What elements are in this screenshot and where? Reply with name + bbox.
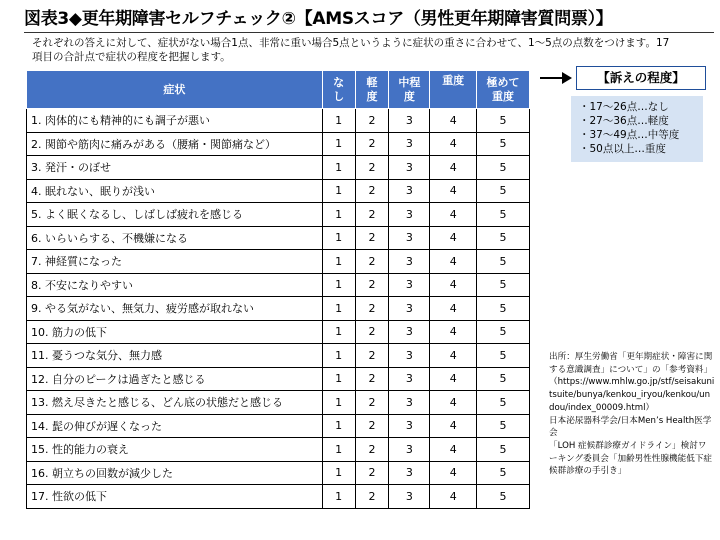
header-none (322, 71, 355, 109)
score-cell: 4 (430, 438, 477, 462)
severity-item: ・37〜49点…中等度 (579, 129, 680, 141)
symptom-cell: 13. 燃え尽きたと感じる、どん底の状態だと感じる (27, 391, 323, 415)
score-cell: 4 (430, 109, 477, 133)
source-note (549, 351, 715, 478)
symptom-cell: 11. 憂うつな気分、無力感 (27, 344, 323, 368)
symptom-cell: 14. 髭の伸びが遅くなった (27, 414, 323, 438)
symptom-cell: 4. 眠れない、眠りが浅い (27, 179, 323, 203)
score-cell: 5 (477, 203, 530, 227)
score-cell: 5 (477, 179, 530, 203)
score-cell: 4 (430, 297, 477, 321)
score-cell: 5 (477, 438, 530, 462)
score-cell: 2 (355, 414, 389, 438)
score-cell: 5 (477, 226, 530, 250)
severity-item: ・27〜36点…軽度 (579, 115, 669, 127)
score-cell: 1 (322, 320, 355, 344)
header-moderate (389, 71, 430, 109)
symptom-cell: 9. やる気がない、無気力、疲労感が取れない (27, 297, 323, 321)
score-cell: 1 (322, 438, 355, 462)
score-cell: 4 (430, 203, 477, 227)
table-row (27, 226, 530, 250)
score-cell: 3 (389, 132, 430, 156)
score-cell: 1 (322, 203, 355, 227)
symptom-cell: 12. 自分のピークは過ぎたと感じる (27, 367, 323, 391)
symptom-cell: 15. 性的能力の衰え (27, 438, 323, 462)
symptom-cell: 3. 発汗・のぼせ (27, 156, 323, 180)
score-cell: 5 (477, 391, 530, 415)
score-cell: 4 (430, 273, 477, 297)
table-row (27, 320, 530, 344)
table-row (27, 485, 530, 509)
score-cell: 4 (430, 344, 477, 368)
score-cell: 3 (389, 226, 430, 250)
right-arrow-icon (540, 68, 572, 88)
score-cell: 1 (322, 109, 355, 133)
table-row (27, 414, 530, 438)
header-moderate-label: 中程度 (398, 75, 421, 103)
table-row (27, 179, 530, 203)
score-cell: 2 (355, 226, 389, 250)
score-cell: 1 (322, 297, 355, 321)
score-cell: 3 (389, 461, 430, 485)
score-cell: 1 (322, 226, 355, 250)
score-cell: 2 (355, 485, 389, 509)
table-row (27, 367, 530, 391)
score-cell: 1 (322, 391, 355, 415)
symptom-cell: 7. 神経質になった (27, 250, 323, 274)
score-cell: 2 (355, 367, 389, 391)
score-cell: 2 (355, 438, 389, 462)
source-line: （https://www.mhlw.go.jp/stf/seisakunitsuite/bunya/kenkou_iryou/kenkou/undou/index_00009.html） (549, 377, 715, 413)
score-cell: 5 (477, 367, 530, 391)
score-cell: 5 (477, 156, 530, 180)
score-cell: 5 (477, 344, 530, 368)
table-row (27, 344, 530, 368)
score-cell: 3 (389, 203, 430, 227)
score-cell: 5 (477, 297, 530, 321)
score-cell: 5 (477, 109, 530, 133)
score-cell: 4 (430, 485, 477, 509)
symptom-cell: 1. 肉体的にも精神的にも調子が悪い (27, 109, 323, 133)
score-cell: 1 (322, 179, 355, 203)
intro-text: それぞれの答えに対して、症状がない場合1点、非常に重い場合5点というように症状の重さに合わせて、1〜5点の点数をつけます。17項目の合計点で症状の程度を把握します。 (32, 37, 670, 63)
score-cell: 1 (322, 344, 355, 368)
header-none-label: なし (333, 75, 345, 103)
table-header-row (27, 71, 530, 109)
header-very-severe-label: 極めて重度 (486, 75, 520, 103)
score-cell: 5 (477, 250, 530, 274)
score-cell: 1 (322, 461, 355, 485)
score-cell: 3 (389, 250, 430, 274)
table-row (27, 250, 530, 274)
source-line: 日本泌尿器科学会/日本Men’s Health医学会 (549, 415, 712, 439)
score-cell: 4 (430, 156, 477, 180)
score-cell: 1 (322, 156, 355, 180)
score-cell: 5 (477, 485, 530, 509)
table-row (27, 203, 530, 227)
score-cell: 4 (430, 461, 477, 485)
header-mild-label: 軽度 (366, 75, 378, 103)
table-row (27, 132, 530, 156)
score-cell: 4 (430, 414, 477, 438)
score-cell: 3 (389, 367, 430, 391)
table-row (27, 461, 530, 485)
severity-heading: 【訴えの程度】 (576, 66, 706, 90)
score-cell: 1 (322, 367, 355, 391)
table-row (27, 109, 530, 133)
score-cell: 4 (430, 132, 477, 156)
score-cell: 4 (430, 226, 477, 250)
header-severe: 重度 (430, 71, 477, 109)
score-cell: 5 (477, 320, 530, 344)
header-symptom: 症状 (27, 71, 323, 109)
score-cell: 3 (389, 109, 430, 133)
score-cell: 2 (355, 156, 389, 180)
severity-item: ・50点以上…重度 (579, 143, 666, 155)
score-cell: 3 (389, 438, 430, 462)
score-cell: 5 (477, 461, 530, 485)
severity-list (571, 96, 703, 162)
ams-score-table (26, 70, 530, 509)
symptom-cell: 10. 筋力の低下 (27, 320, 323, 344)
symptom-cell: 2. 関節や筋肉に痛みがある（腰痛・関節痛など） (27, 132, 323, 156)
table-row (27, 391, 530, 415)
symptom-cell: 16. 朝立ちの回数が減少した (27, 461, 323, 485)
score-cell: 4 (430, 391, 477, 415)
severity-item: ・17〜26点…なし (579, 101, 669, 113)
page-title: 図表3◆更年期障害セルフチェック②【AMSスコア（男性更年期障害質問票）】 (24, 6, 714, 33)
score-cell: 2 (355, 250, 389, 274)
source-line: 出所：厚生労働省「更年期症状・障害に関する意識調査」について」の「参考資料」 (549, 352, 713, 375)
table-body (27, 109, 530, 509)
score-cell: 5 (477, 414, 530, 438)
score-cell: 3 (389, 156, 430, 180)
symptom-cell: 8. 不安になりやすい (27, 273, 323, 297)
score-cell: 2 (355, 344, 389, 368)
score-cell: 2 (355, 273, 389, 297)
score-cell: 3 (389, 485, 430, 509)
score-cell: 1 (322, 132, 355, 156)
score-cell: 2 (355, 132, 389, 156)
table-row (27, 297, 530, 321)
score-cell: 1 (322, 485, 355, 509)
symptom-cell: 17. 性欲の低下 (27, 485, 323, 509)
score-cell: 2 (355, 179, 389, 203)
score-cell: 2 (355, 391, 389, 415)
score-cell: 4 (430, 320, 477, 344)
score-cell: 2 (355, 297, 389, 321)
header-mild (355, 71, 389, 109)
score-cell: 3 (389, 320, 430, 344)
score-cell: 4 (430, 367, 477, 391)
score-cell: 2 (355, 203, 389, 227)
score-cell: 3 (389, 179, 430, 203)
score-cell: 3 (389, 273, 430, 297)
table-row (27, 438, 530, 462)
score-cell: 2 (355, 461, 389, 485)
score-cell: 1 (322, 250, 355, 274)
score-cell: 1 (322, 273, 355, 297)
score-cell: 1 (322, 414, 355, 438)
score-cell: 2 (355, 109, 389, 133)
table-row (27, 273, 530, 297)
score-cell: 3 (389, 344, 430, 368)
symptom-cell: 6. いらいらする、不機嫌になる (27, 226, 323, 250)
score-cell: 5 (477, 273, 530, 297)
score-cell: 5 (477, 132, 530, 156)
score-cell: 3 (389, 414, 430, 438)
score-cell: 3 (389, 297, 430, 321)
score-cell: 4 (430, 250, 477, 274)
score-cell: 3 (389, 391, 430, 415)
score-cell: 2 (355, 320, 389, 344)
header-very-severe (477, 71, 530, 109)
source-line: 「LOH 症候群診療ガイドライン」検討ワーキング委員会「加齢男性性腺機能低下症候群診療の手引き」 (549, 440, 713, 477)
table-row (27, 156, 530, 180)
score-cell: 4 (430, 179, 477, 203)
symptom-cell: 5. よく眠くなるし、しばしば疲れを感じる (27, 203, 323, 227)
